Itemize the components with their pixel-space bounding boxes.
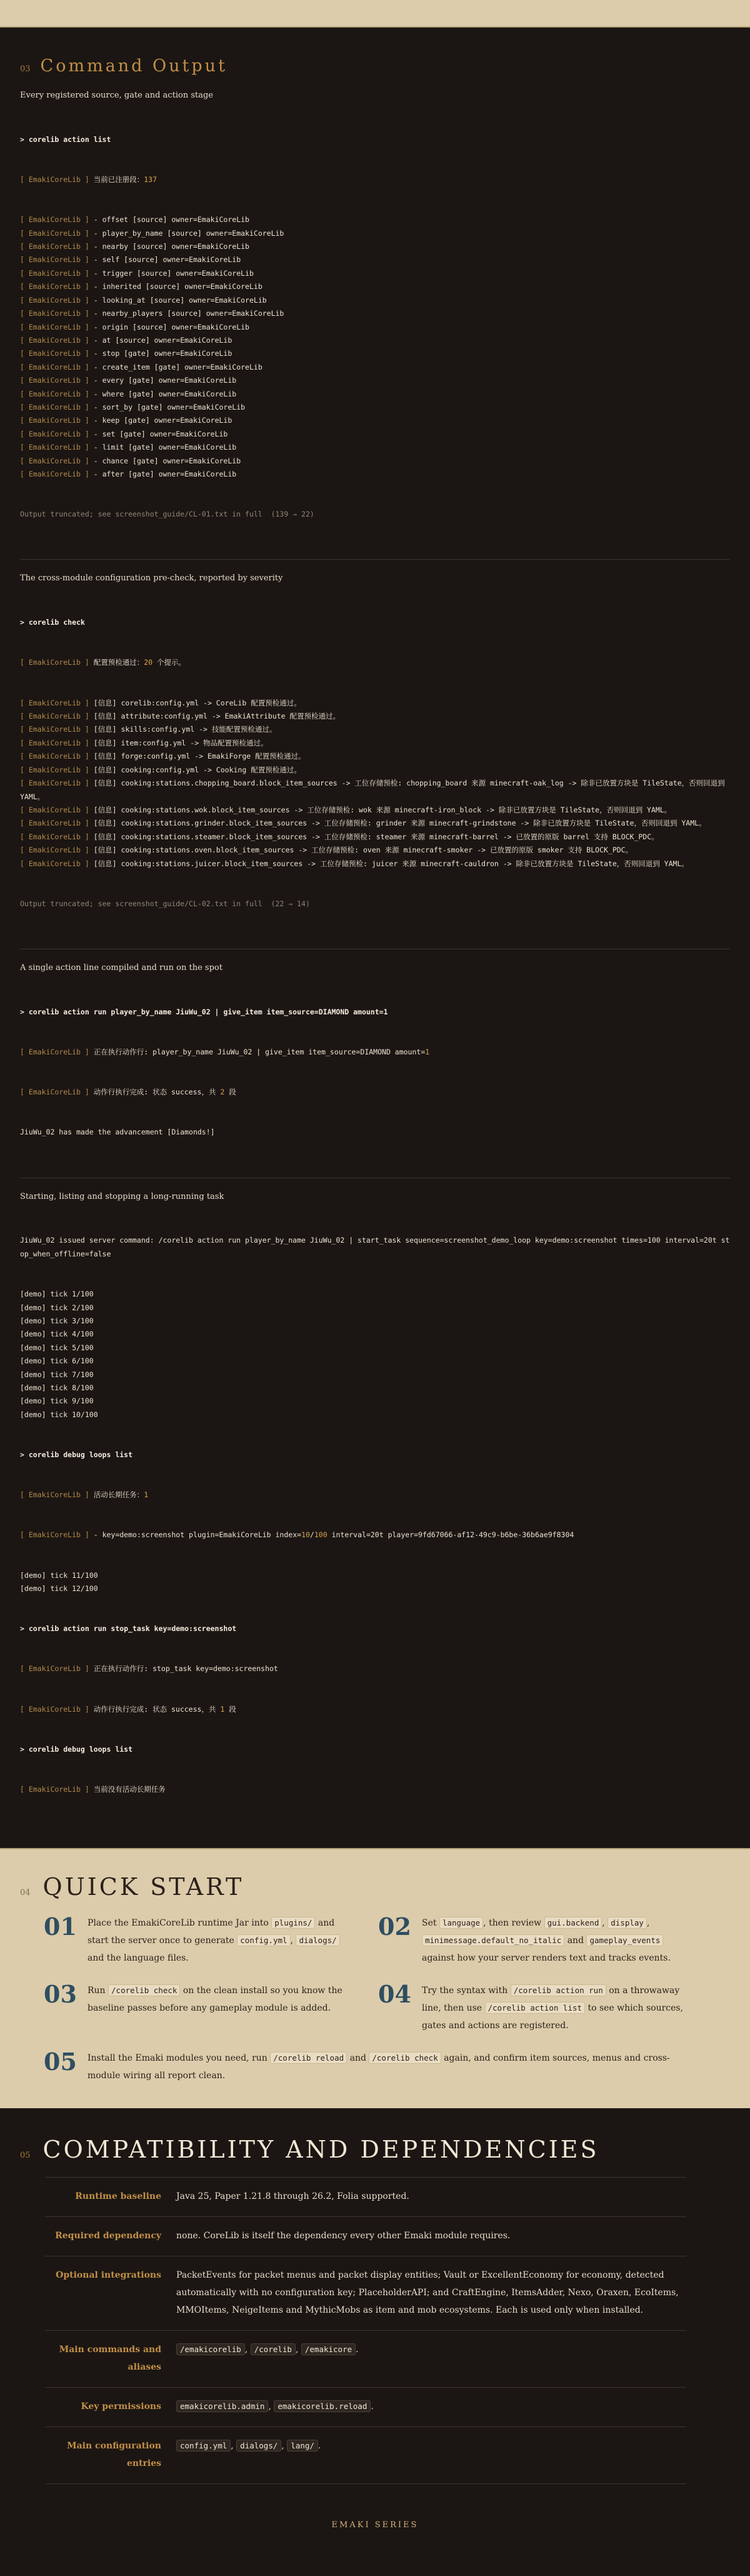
plugin-tag: [ EmakiCoreLib ] bbox=[20, 228, 89, 238]
code-chip: /emakicore bbox=[301, 2343, 356, 2355]
section-title: COMPATIBILITY AND DEPENDENCIES bbox=[42, 2136, 599, 2164]
step-text bbox=[88, 1914, 353, 1967]
step-text bbox=[88, 1982, 353, 2034]
plugin-tag: [ EmakiCoreLib ] bbox=[20, 846, 89, 855]
long-task-block bbox=[20, 1192, 730, 1824]
number-value: 1 bbox=[220, 1704, 225, 1714]
console-line bbox=[20, 1662, 730, 1675]
console-line bbox=[20, 361, 730, 374]
plugin-tag: [ EmakiCoreLib ] bbox=[20, 416, 89, 425]
console-line bbox=[20, 697, 730, 710]
line-text: 当前已注册段： bbox=[93, 175, 144, 184]
step-text-part: and bbox=[347, 2053, 369, 2064]
plugin-tag: [ EmakiCoreLib ] bbox=[20, 443, 89, 452]
console-command: > corelib debug loops list bbox=[20, 1450, 133, 1459]
line-text: [信息] attribute:config.yml -> EmakiAttribute 配置预检通过。 bbox=[93, 712, 341, 721]
console-line bbox=[20, 1488, 730, 1502]
step-text bbox=[422, 1982, 688, 2034]
block-intro: A single action line compiled and run on the spot bbox=[20, 962, 222, 972]
console-line bbox=[20, 213, 730, 226]
step-text-part: against how your server renders text and tracks events. bbox=[422, 1953, 671, 1964]
step-text bbox=[88, 2049, 688, 2084]
console-output bbox=[20, 106, 730, 548]
line-text: - every [gate] owner=EmakiCoreLib bbox=[93, 376, 237, 385]
console-item-list bbox=[20, 213, 730, 481]
action-list-block bbox=[20, 91, 730, 548]
line-text: 动作行执行完成: 状态 success，共 bbox=[93, 1704, 221, 1714]
console-command: > corelib action run stop_task key=demo:screenshot bbox=[20, 1624, 237, 1634]
plugin-tag: [ EmakiCoreLib ] bbox=[20, 1664, 89, 1674]
console-line bbox=[20, 764, 730, 777]
plugin-tag: [ EmakiCoreLib ] bbox=[20, 456, 89, 465]
code-chip: /corelib reload bbox=[270, 2052, 347, 2064]
console-command: > corelib check bbox=[20, 618, 85, 627]
console-line: JiuWu_02 has made the advancement [Diamonds!] bbox=[20, 1128, 215, 1137]
console-line bbox=[20, 347, 730, 360]
code-chip: dialogs/ bbox=[296, 1934, 339, 1946]
code-chip: /corelib action list bbox=[485, 2002, 586, 2014]
compat-text-part: Java 25, Paper 1.21.8 through 26.2, Folia supported. bbox=[176, 2191, 409, 2202]
compat-text-part: , bbox=[244, 2345, 251, 2355]
compat-key: Main commands and aliases bbox=[59, 2345, 161, 2373]
code-chip: gui.backend bbox=[544, 1917, 602, 1929]
console-line bbox=[20, 723, 730, 736]
block-intro: Starting, listing and stopping a long-running task bbox=[20, 1191, 224, 1201]
compat-key: Optional integrations bbox=[56, 2270, 161, 2281]
plugin-tag: [ EmakiCoreLib ] bbox=[20, 295, 89, 305]
compat-value bbox=[176, 2437, 686, 2472]
step-text-part: , then review bbox=[483, 1918, 544, 1929]
console-line bbox=[20, 804, 730, 817]
console-line bbox=[20, 334, 730, 347]
line-text: - chance [gate] owner=EmakiCoreLib bbox=[93, 456, 241, 465]
count-value: 1 bbox=[144, 1490, 149, 1500]
line-text: - key=demo:screenshot plugin=EmakiCoreLib index= bbox=[93, 1530, 302, 1540]
line-text: 当前没有活动长期任务 bbox=[93, 1785, 166, 1794]
console-line bbox=[20, 280, 730, 293]
plugin-tag: [ EmakiCoreLib ] bbox=[20, 469, 89, 478]
divider bbox=[20, 559, 730, 560]
code-chip: /corelib action run bbox=[511, 1984, 606, 1996]
plugin-tag: [ EmakiCoreLib ] bbox=[20, 658, 89, 667]
console-line bbox=[20, 1783, 730, 1796]
line-text: - keep [gate] owner=EmakiCoreLib bbox=[93, 416, 232, 425]
plugin-tag: [ EmakiCoreLib ] bbox=[20, 1530, 89, 1540]
number-value: 2 bbox=[220, 1088, 225, 1097]
line-text: [信息] cooking:config.yml -> Cooking 配置预检通过。 bbox=[93, 765, 301, 774]
plugin-tag: [ EmakiCoreLib ] bbox=[20, 1704, 89, 1714]
count-value: 20 bbox=[144, 658, 153, 667]
step-text-part: on a throwaway line, then use bbox=[422, 1986, 680, 2014]
number-value: 100 bbox=[314, 1530, 328, 1540]
quick-start-section bbox=[0, 1848, 750, 2108]
line-text: - set [gate] owner=EmakiCoreLib bbox=[93, 429, 228, 438]
line-text: - origin [source] owner=EmakiCoreLib bbox=[93, 322, 249, 331]
line-text: - player_by_name [source] owner=EmakiCoreLib bbox=[93, 228, 284, 238]
step-text-part: Place the EmakiCoreLib runtime Jar into bbox=[88, 1918, 272, 1929]
console-output bbox=[20, 589, 730, 937]
plugin-tag: [ EmakiCoreLib ] bbox=[20, 349, 89, 358]
quick-start-step bbox=[44, 1914, 353, 1967]
block-intro: Every registered source, gate and action stage bbox=[20, 91, 213, 100]
section-number: 04 bbox=[20, 1888, 31, 1898]
console-line bbox=[20, 414, 730, 427]
step-text-part: again, and confirm item sources, menus and cross-module wiring all report clean. bbox=[88, 2053, 670, 2081]
step-text bbox=[422, 1914, 688, 1967]
line-text: [信息] cooking:stations.juicer.block_item_sources -> 工位存储预检: juicer 来源 minecraft-cauldron -> 除非已放置方块是 TileState，否则回退到 YAML。 bbox=[93, 859, 689, 868]
step-text-part: , bbox=[602, 1918, 608, 1929]
code-chip: config.yml bbox=[237, 1934, 290, 1946]
truncated-note: Output truncated; see screenshot_guide/CL-02.txt in full (22 → 14) bbox=[20, 899, 310, 908]
tick-line: [demo] tick 8/100 bbox=[20, 1383, 94, 1392]
line-text: - after [gate] owner=EmakiCoreLib bbox=[93, 469, 237, 478]
quick-start-step bbox=[44, 1982, 353, 2034]
line-text: [信息] item:config.yml -> 物品配置预检通过。 bbox=[93, 738, 268, 747]
console-command: > corelib debug loops list bbox=[20, 1744, 133, 1754]
line-text: 动作行执行完成: 状态 success，共 bbox=[93, 1088, 221, 1097]
compat-text-part: PacketEvents for packet menus and packet display entities; Vault or ExcellentEconomy for economy, detected automatically with no configuration key; PlaceholderAPI; and CraftEngine, ItemsAdder, Nexo, Oraxen, EcoItems, MMOItems, NeigeItems and MythicMobs as item and mob ecosystems. Each is used only when installed. bbox=[176, 2270, 679, 2316]
code-chip: gameplay_events bbox=[586, 1934, 663, 1946]
line-text: [信息] corelib:config.yml -> CoreLib 配置预检通过。 bbox=[93, 698, 301, 707]
plugin-tag: [ EmakiCoreLib ] bbox=[20, 1088, 89, 1097]
compat-text-part: . bbox=[318, 2441, 321, 2452]
compat-value bbox=[176, 2227, 686, 2245]
tick-line: [demo] tick 1/100 bbox=[20, 1290, 94, 1299]
number-value: 10 bbox=[301, 1530, 310, 1540]
code-chip: minimessage.default_no_italic bbox=[422, 1934, 564, 1946]
step-text-part: Try the syntax with bbox=[422, 1986, 511, 1996]
console-line bbox=[20, 455, 730, 468]
plugin-tag: [ EmakiCoreLib ] bbox=[20, 255, 89, 265]
count-value: 137 bbox=[144, 175, 157, 184]
console-line bbox=[20, 750, 730, 763]
tick-line: [demo] tick 3/100 bbox=[20, 1316, 94, 1325]
section-number: 03 bbox=[20, 64, 31, 74]
section-title: QUICK START bbox=[42, 1873, 244, 1901]
plugin-tag: [ EmakiCoreLib ] bbox=[20, 309, 89, 318]
console-line bbox=[20, 737, 730, 750]
console-command: > corelib action run player_by_name JiuWu_02 | give_item item_source=DIAMOND amount=1 bbox=[20, 1007, 388, 1016]
plugin-tag: [ EmakiCoreLib ] bbox=[20, 335, 89, 345]
compat-row bbox=[45, 2217, 686, 2256]
console-line bbox=[20, 777, 730, 804]
plugin-tag: [ EmakiCoreLib ] bbox=[20, 752, 89, 761]
console-line bbox=[20, 1086, 730, 1099]
plugin-tag: [ EmakiCoreLib ] bbox=[20, 402, 89, 412]
line-text: - sort_by [gate] owner=EmakiCoreLib bbox=[93, 402, 246, 412]
line-text: - where [gate] owner=EmakiCoreLib bbox=[93, 389, 237, 398]
line-text: 正在执行动作行: stop_task key=demo:screenshot bbox=[93, 1664, 278, 1674]
console-line bbox=[20, 656, 730, 669]
command-output-section bbox=[0, 28, 750, 1848]
quick-start-steps bbox=[20, 1914, 730, 2084]
compat-value bbox=[176, 2398, 686, 2415]
console-line bbox=[20, 307, 730, 320]
code-chip: /emakicorelib bbox=[176, 2343, 245, 2355]
plugin-tag: [ EmakiCoreLib ] bbox=[20, 268, 89, 278]
action-run-block bbox=[20, 963, 730, 1166]
code-chip: plugins/ bbox=[271, 1917, 315, 1929]
block-intro: The cross-module configuration pre-check, reported by severity bbox=[20, 573, 283, 583]
code-chip: display bbox=[608, 1917, 647, 1929]
plugin-tag: [ EmakiCoreLib ] bbox=[20, 215, 89, 225]
plugin-tag: [ EmakiCoreLib ] bbox=[20, 429, 89, 438]
compat-text-part: . bbox=[371, 2402, 374, 2412]
plugin-tag: [ EmakiCoreLib ] bbox=[20, 175, 89, 184]
line-text: [信息] cooking:stations.chopping_board.block_item_sources -> 工位存储预检: chopping_board 来源 minecraft-oak_log -> 除非已放置方块是 TileState，否则回退到 YAML。 bbox=[20, 779, 729, 801]
console-output bbox=[20, 979, 730, 1166]
plugin-tag: [ EmakiCoreLib ] bbox=[20, 712, 89, 721]
line-text: - trigger [source] owner=EmakiCoreLib bbox=[93, 268, 254, 278]
compat-row bbox=[45, 2178, 686, 2217]
tick-line: [demo] tick 2/100 bbox=[20, 1303, 94, 1312]
plugin-tag: [ EmakiCoreLib ] bbox=[20, 242, 89, 251]
line-text: - at [source] owner=EmakiCoreLib bbox=[93, 335, 232, 345]
line-text: 个提示。 bbox=[152, 658, 186, 667]
tick-line: [demo] tick 11/100 bbox=[20, 1570, 98, 1580]
plugin-tag: [ EmakiCoreLib ] bbox=[20, 698, 89, 707]
compat-value bbox=[176, 2341, 686, 2376]
quick-start-step bbox=[378, 1914, 688, 1967]
tick-line: [demo] tick 6/100 bbox=[20, 1356, 94, 1366]
plugin-tag: [ EmakiCoreLib ] bbox=[20, 376, 89, 385]
line-text: - looking_at [source] owner=EmakiCoreLib bbox=[93, 295, 267, 305]
console-line bbox=[20, 253, 730, 266]
compat-value bbox=[176, 2266, 686, 2319]
step-text-part: and the language files. bbox=[88, 1953, 189, 1964]
compat-text-part: , bbox=[295, 2345, 301, 2355]
line-text: - inherited [source] owner=EmakiCoreLib bbox=[93, 282, 262, 291]
plugin-tag: [ EmakiCoreLib ] bbox=[20, 779, 89, 788]
line-text: - nearby_players [source] owner=EmakiCoreLib bbox=[93, 309, 284, 318]
console-line bbox=[20, 294, 730, 307]
line-text: interval=20t player=9fd67066-af12-49c9-b6be-36b6ae9f8304 bbox=[327, 1530, 574, 1540]
footer-label: EMAKI SERIES bbox=[331, 2520, 419, 2530]
console-line bbox=[20, 441, 730, 454]
compatibility-section bbox=[0, 2108, 750, 2576]
number-value: 1 bbox=[425, 1048, 430, 1056]
step-number: 01 bbox=[44, 1912, 77, 1941]
plugin-tag: [ EmakiCoreLib ] bbox=[20, 1490, 89, 1500]
tick-list bbox=[20, 1569, 730, 1596]
code-chip: /corelib bbox=[251, 2343, 296, 2355]
line-text: [信息] cooking:stations.wok.block_item_sources -> 工位存储预检: wok 来源 minecraft-iron_block -> 除非已放置方块是 TileState，否则回退到 YAML。 bbox=[93, 805, 672, 814]
line-text: 段 bbox=[224, 1704, 236, 1714]
console-output bbox=[20, 1208, 730, 1824]
console-line bbox=[20, 857, 730, 871]
line-text: 活动长期任务： bbox=[93, 1490, 144, 1500]
line-text: / bbox=[309, 1530, 314, 1540]
console-line bbox=[20, 227, 730, 240]
code-chip: lang/ bbox=[287, 2440, 318, 2452]
compat-row bbox=[45, 2427, 686, 2484]
plugin-tag: [ EmakiCoreLib ] bbox=[20, 362, 89, 371]
console-line bbox=[20, 321, 730, 334]
console-command: > corelib action list bbox=[20, 134, 111, 144]
console-line bbox=[20, 831, 730, 844]
console-line bbox=[20, 817, 730, 830]
tick-line: [demo] tick 7/100 bbox=[20, 1370, 94, 1379]
section-number: 05 bbox=[20, 2151, 31, 2161]
line-text: [信息] cooking:stations.oven.block_item_sources -> 工位存储预检: oven 来源 minecraft-smoker -> 已放置的原版 smoker 支持 BLOCK_PDC。 bbox=[93, 846, 633, 855]
check-block bbox=[20, 573, 730, 937]
line-text: [信息] forge:config.yml -> EmakiForge 配置预检通过。 bbox=[93, 752, 306, 761]
plugin-tag: [ EmakiCoreLib ] bbox=[20, 1785, 89, 1794]
step-number: 05 bbox=[44, 2048, 77, 2076]
step-text-part: Set bbox=[422, 1918, 439, 1929]
code-chip: language bbox=[439, 1917, 483, 1929]
compat-key: Required dependency bbox=[55, 2231, 161, 2241]
line-text: 段 bbox=[224, 1088, 236, 1097]
plugin-tag: [ EmakiCoreLib ] bbox=[20, 322, 89, 331]
truncated-note: Output truncated; see screenshot_guide/CL-01.txt in full (139 → 22) bbox=[20, 510, 314, 519]
plugin-tag: [ EmakiCoreLib ] bbox=[20, 859, 89, 868]
line-text: - nearby [source] owner=EmakiCoreLib bbox=[93, 242, 249, 251]
line-text: - limit [gate] owner=EmakiCoreLib bbox=[93, 443, 237, 452]
plugin-tag: [ EmakiCoreLib ] bbox=[20, 389, 89, 398]
console-line bbox=[20, 267, 730, 280]
compat-key: Runtime baseline bbox=[75, 2191, 161, 2202]
plugin-tag: [ EmakiCoreLib ] bbox=[20, 765, 89, 774]
console-line bbox=[20, 1703, 730, 1716]
console-line bbox=[20, 388, 730, 401]
section-title: Command Output bbox=[40, 56, 228, 76]
line-text: [信息] cooking:stations.steamer.block_item_sources -> 工位存储预检: steamer 来源 minecraft-barrel -> 已放置的原版 barrel 支持 BLOCK_PDC。 bbox=[93, 832, 659, 841]
compat-key: Main configuration entries bbox=[67, 2441, 161, 2469]
top-band bbox=[0, 0, 750, 28]
step-text-part: , bbox=[290, 1936, 296, 1946]
step-text-part: and bbox=[564, 1936, 587, 1946]
code-chip: dialogs/ bbox=[236, 2440, 281, 2452]
console-line bbox=[20, 240, 730, 253]
compat-row bbox=[45, 2388, 686, 2427]
step-text-part: Run bbox=[88, 1986, 109, 1996]
step-number: 04 bbox=[378, 1980, 411, 2009]
step-text-part: , bbox=[646, 1918, 650, 1929]
plugin-tag: [ EmakiCoreLib ] bbox=[20, 1048, 89, 1056]
tick-line: [demo] tick 10/100 bbox=[20, 1410, 98, 1419]
console-line bbox=[20, 374, 730, 387]
tick-line: [demo] tick 4/100 bbox=[20, 1330, 94, 1339]
line-text: - self [source] owner=EmakiCoreLib bbox=[93, 255, 241, 265]
code-chip: /corelib check bbox=[369, 2052, 441, 2064]
quick-start-step bbox=[44, 2049, 688, 2084]
line-text: 配置预检通过： bbox=[93, 658, 144, 667]
step-text-part: Install the Emaki modules you need, run bbox=[88, 2053, 271, 2064]
step-text-part: to see which sources, gates and actions are registered. bbox=[422, 2003, 684, 2031]
compat-text-part: , bbox=[231, 2441, 237, 2452]
tick-line: [demo] tick 9/100 bbox=[20, 1397, 94, 1406]
console-line bbox=[20, 1528, 730, 1542]
line-text: 正在执行动作行: player_by_name JiuWu_02 | give_item item_source=DIAMOND amount= bbox=[93, 1048, 426, 1056]
line-text: - stop [gate] owner=EmakiCoreLib bbox=[93, 349, 232, 358]
code-chip: /corelib check bbox=[108, 1984, 180, 1996]
step-text-part: and start the server once to generate bbox=[88, 1918, 335, 1946]
compat-value bbox=[176, 2188, 686, 2205]
console-line bbox=[20, 428, 730, 441]
quick-start-step bbox=[378, 1982, 688, 2034]
tick-line: [demo] tick 5/100 bbox=[20, 1343, 94, 1352]
step-number: 03 bbox=[44, 1980, 77, 2009]
console-line bbox=[20, 468, 730, 481]
plugin-tag: [ EmakiCoreLib ] bbox=[20, 819, 89, 828]
line-text: - offset [source] owner=EmakiCoreLib bbox=[93, 215, 249, 225]
line-text: - create_item [gate] owner=EmakiCoreLib bbox=[93, 362, 262, 371]
compat-text-part: , bbox=[268, 2402, 274, 2412]
compatibility-table bbox=[45, 2177, 686, 2484]
plugin-tag: [ EmakiCoreLib ] bbox=[20, 282, 89, 291]
console-line bbox=[20, 710, 730, 723]
line-text: [信息] skills:config.yml -> 技能配置预检通过。 bbox=[93, 725, 277, 734]
tick-line: [demo] tick 12/100 bbox=[20, 1584, 98, 1594]
code-chip: emakicorelib.reload bbox=[274, 2400, 371, 2412]
plugin-tag: [ EmakiCoreLib ] bbox=[20, 738, 89, 747]
compat-key: Key permissions bbox=[81, 2402, 161, 2412]
console-item-list bbox=[20, 697, 730, 871]
code-chip: emakicorelib.admin bbox=[176, 2400, 268, 2412]
compat-text-part: . bbox=[356, 2345, 359, 2355]
console-line bbox=[20, 844, 730, 857]
compat-row bbox=[45, 2331, 686, 2388]
line-text: [信息] cooking:stations.grinder.block_item_sources -> 工位存储预检: grinder 来源 minecraft-grindstone -> 除非已放置方块是 TileState，否则回退到 YAML。 bbox=[93, 819, 706, 828]
console-line bbox=[20, 401, 730, 414]
compat-row bbox=[45, 2256, 686, 2331]
plugin-tag: [ EmakiCoreLib ] bbox=[20, 832, 89, 841]
code-chip: config.yml bbox=[176, 2440, 231, 2452]
plugin-tag: [ EmakiCoreLib ] bbox=[20, 725, 89, 734]
plugin-tag: [ EmakiCoreLib ] bbox=[20, 805, 89, 814]
console-line bbox=[20, 1046, 730, 1059]
step-text-part: on the clean install so you know the baseline passes before any gameplay module is added. bbox=[88, 1986, 342, 2014]
step-number: 02 bbox=[378, 1912, 411, 1941]
compat-text-part: none. CoreLib is itself the dependency every other Emaki module requires. bbox=[176, 2231, 511, 2241]
console-line bbox=[20, 173, 730, 186]
tick-list bbox=[20, 1288, 730, 1422]
console-line: JiuWu_02 issued server command: /corelib action run player_by_name JiuWu_02 | start_task sequence=screenshot_demo_loop key=demo:screenshot times=100 interval=20t stop_when_offline=false bbox=[20, 1236, 730, 1258]
compat-text-part: , bbox=[281, 2441, 288, 2452]
